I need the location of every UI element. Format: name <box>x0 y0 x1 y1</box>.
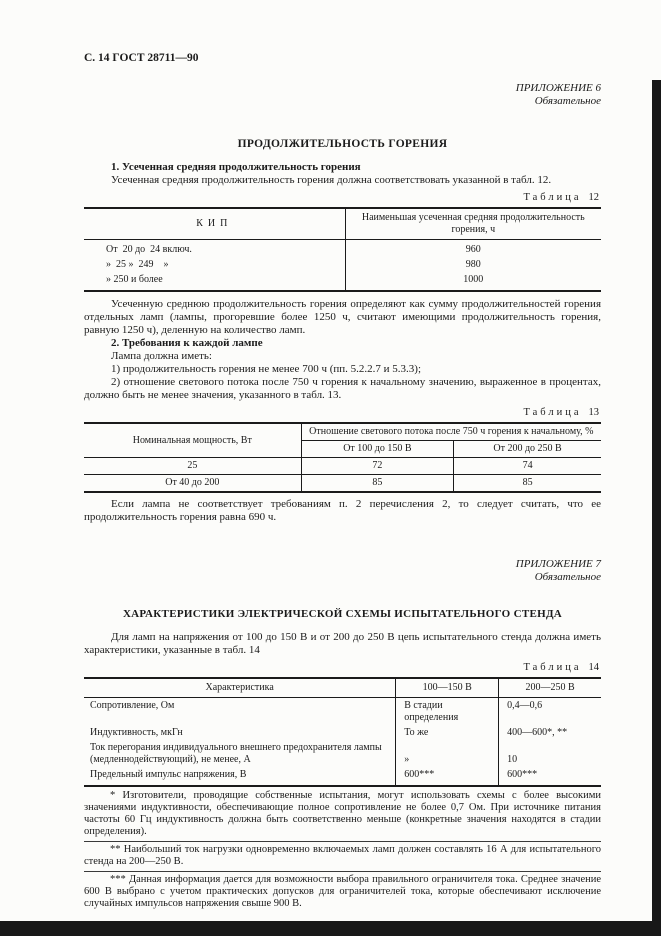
table-row <box>84 240 601 258</box>
appendix-7-note: Обязательное <box>534 571 601 583</box>
table13-cell-ratio: 85 <box>301 475 454 493</box>
table14-cell-value: » <box>396 740 499 767</box>
table14-cell-value: 0,4—0,6 <box>499 698 601 726</box>
table-row <box>84 475 601 493</box>
table12-cell-value: 980 <box>345 257 601 272</box>
table14-cell-value: 400—600*, ** <box>499 725 601 740</box>
table13-cell-ratio: 72 <box>301 458 454 475</box>
table12-caption-number: 12 <box>588 192 599 203</box>
table14-header-row <box>84 678 601 698</box>
page-content <box>84 52 601 910</box>
table12-header-row <box>84 208 601 240</box>
table-row <box>84 257 601 272</box>
table14-cell-name: Сопротивление, Ом <box>90 700 175 711</box>
scan-edge-right <box>652 80 661 936</box>
table12-caption-word: Таблица <box>523 192 582 203</box>
appendix-7-block <box>84 558 601 584</box>
footnote-2: ** Наибольший ток нагрузки одновременно включаемых ламп должен составлять 16 А для испытательного стенда на 200—250 В. <box>84 844 601 872</box>
burning-s2-item-2: 2) отношение светового потока после 750 ч горения к начальному значению, выраженное в процентах, должно быть не менее значения, указанного в табл. 13. <box>84 376 601 401</box>
table-14 <box>84 677 601 787</box>
table13-cell-ratio: 74 <box>454 458 601 475</box>
table12-header-kip: КИП <box>84 208 345 240</box>
appendix-6-label: ПРИЛОЖЕНИЕ 6 <box>515 82 601 94</box>
table14-cell-name: Предельный импульс напряжения, В <box>90 769 247 780</box>
table-row <box>84 740 601 767</box>
table12-cell-value: 1000 <box>345 272 601 291</box>
table14-cell-name: Индуктивность, мкГн <box>90 727 183 738</box>
table14-header-100-150: 100—150 В <box>396 678 499 698</box>
table12-cell-range: » 250 и более <box>106 274 163 285</box>
appendix-6-note: Обязательное <box>534 95 601 107</box>
table12-header-duration: Наименьшая усеченная средняя продолжительность горения, ч <box>345 208 601 240</box>
scan-edge-bottom <box>0 921 661 936</box>
table-row <box>84 272 601 291</box>
table-row <box>84 698 601 726</box>
table12-cell-value: 960 <box>345 240 601 258</box>
table14-header-characteristic: Характеристика <box>84 678 396 698</box>
burning-s1-paragraph-2: Усеченную среднюю продолжительность горения определяют как сумму продолжительностей горения отдельных ламп (лампы, прогоревшие более 1250 ч, считают имеющими продолжительность горения, равную 1250 ч), деленную на количество ламп. <box>84 298 601 336</box>
table12-cell-range: От 20 до 24 включ. <box>106 244 192 255</box>
table13-header-span: Отношение светового потока после 750 ч горения к начальному, % <box>301 423 601 441</box>
table14-cell-name: Ток перегорания индивидуального внешнего предохранителя лампы (медленнодействующий), не менее, А <box>90 742 382 765</box>
table13-caption-number: 13 <box>588 407 599 418</box>
table13-cell-power: От 40 до 200 <box>165 477 220 488</box>
table13-cell-ratio: 85 <box>454 475 601 493</box>
table13-header-row <box>84 423 601 441</box>
table12-cell-range: » 25 » 249 » <box>106 259 169 270</box>
appendix-6-block <box>84 82 601 108</box>
appendix-7-label: ПРИЛОЖЕНИЕ 7 <box>515 558 601 570</box>
table14-caption-number: 14 <box>588 662 599 673</box>
stand-paragraph: Для ламп на напряжения от 100 до 150 В и от 200 до 250 В цепь испытательного стенда должна иметь характеристики, указанные в табл. 14 <box>84 631 601 656</box>
table13-cell-power: 25 <box>84 458 301 475</box>
table14-cell-value: 600*** <box>396 767 499 786</box>
footnotes-block <box>84 790 601 910</box>
footnote-3: *** Данная информация дается для возможности выбора правильного ограничителя тока. Среднее значение 600 В выбрано с учетом практических допусков для ограничителей тока, которые обеспечивают исключение случайных импульсов напряжения свыше 900 В. <box>84 874 601 909</box>
table13-caption-word: Таблица <box>523 407 582 418</box>
table-row <box>84 458 601 475</box>
table14-cell-value: То же <box>396 725 499 740</box>
table14-header-200-250: 200—250 В <box>499 678 601 698</box>
stand-title: ХАРАКТЕРИСТИКИ ЭЛЕКТРИЧЕСКОЙ СХЕМЫ ИСПЫТАТЕЛЬНОГО СТЕНДА <box>122 608 563 620</box>
table14-cell-value: 600*** <box>499 767 601 786</box>
table12-caption <box>84 192 599 204</box>
burning-s2-item-1: 1) продолжительность горения не менее 700 ч (пп. 5.2.2.7 и 5.3.3); <box>111 363 422 375</box>
table14-cell-value: 10 <box>499 740 601 767</box>
table14-caption-word: Таблица <box>523 662 582 673</box>
table13-subheader-100-150: От 100 до 150 В <box>301 441 454 458</box>
table-row <box>84 725 601 740</box>
footnote-1: * Изготовители, проводящие собственные испытания, могут использовать схемы с более высокими значениями индуктивности, обеспечивающие полное сопротивление не более 0,7 Ом. При источнике питания частоты 60 Гц индуктивность должна быть соответственно меньше (конкретные значения находятся в стадии определения). <box>84 790 601 842</box>
table-13 <box>84 422 601 493</box>
table14-cell-value: В стадии определения <box>396 698 499 726</box>
table13-subheader-200-250: От 200 до 250 В <box>454 441 601 458</box>
burning-s2-paragraph: Лампа должна иметь: <box>111 350 212 362</box>
table-12 <box>84 207 601 292</box>
table13-header-power: Номинальная мощность, Вт <box>84 423 301 458</box>
burning-s2-paragraph-2: Если лампа не соответствует требованиям п. 2 перечисления 2, то следует считать, что ее продолжительность горения равна 690 ч. <box>84 498 601 523</box>
page-header: С. 14 ГОСТ 28711—90 <box>84 52 199 64</box>
burning-title: ПРОДОЛЖИТЕЛЬНОСТЬ ГОРЕНИЯ <box>237 138 448 150</box>
table13-caption <box>84 407 599 419</box>
burning-s2-heading: 2. Требования к каждой лампе <box>111 337 263 349</box>
table14-caption <box>84 662 599 674</box>
table-row <box>84 767 601 786</box>
burning-s1-heading: 1. Усеченная средняя продолжительность горения <box>111 161 361 173</box>
burning-s1-paragraph: Усеченная средняя продолжительность горения должна соответствовать указанной в табл. 12. <box>111 174 552 186</box>
